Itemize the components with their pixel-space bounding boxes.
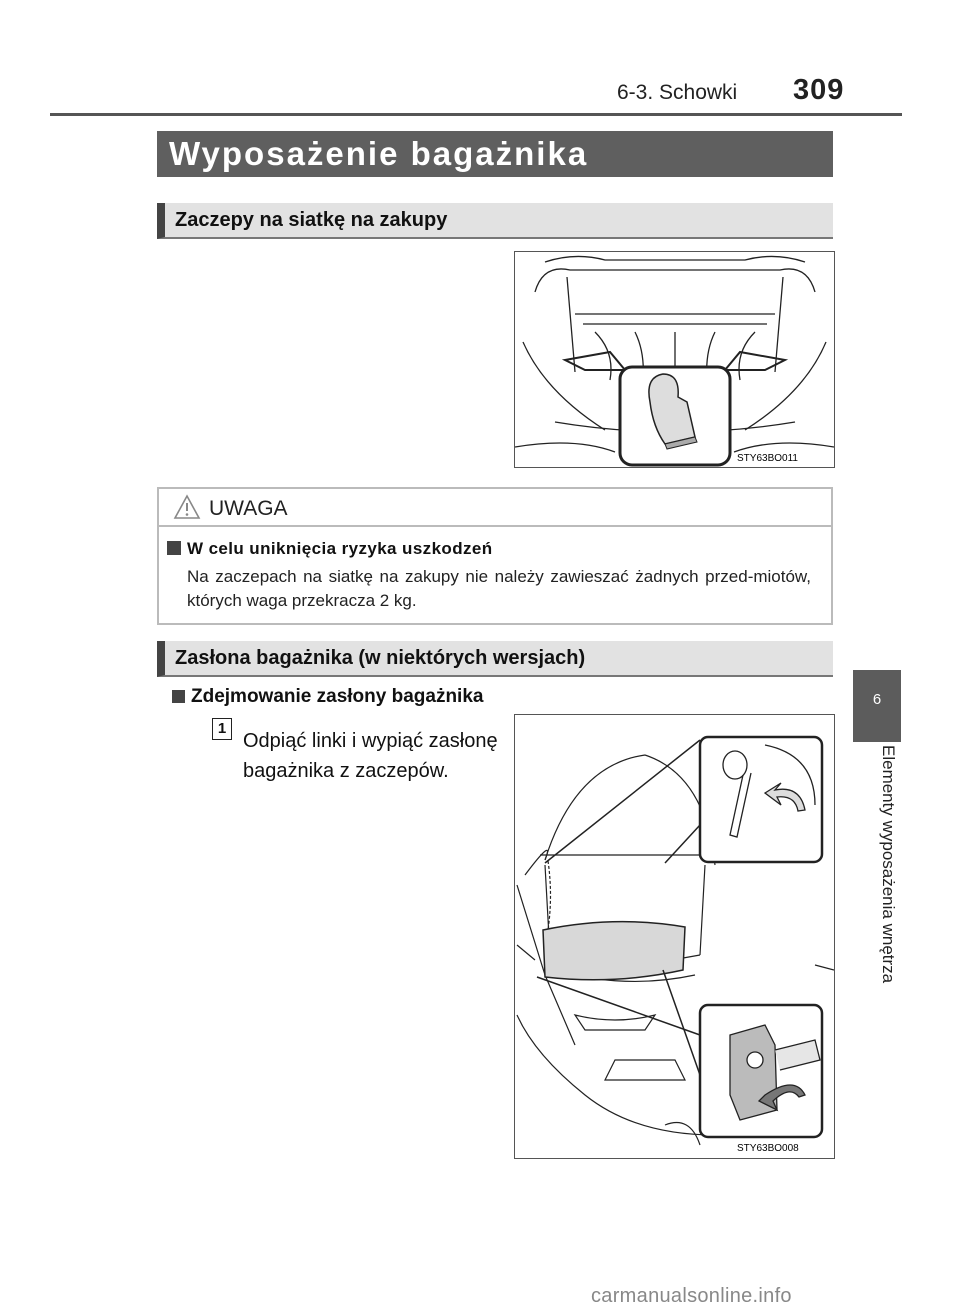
section-heading-hooks: Zaczepy na siatkę na zakupy (157, 203, 833, 239)
header-rule (50, 113, 902, 116)
warning-triangle-icon (173, 494, 201, 525)
square-bullet-icon (167, 541, 181, 555)
watermark: carmanualsonline.info (591, 1285, 792, 1307)
section-heading-cover: Zasłona bagażnika (w niektórych wersjach) (157, 641, 833, 677)
trunk-hooks-illustration (515, 252, 834, 467)
warning-text: Na zaczepach na siatkę na zakupy nie należy zawieszać żadnych przed-miotów, których waga przekracza 2 kg. (187, 567, 811, 610)
trunk-cover-illustration (515, 715, 834, 1158)
step-text: Odpiąć linki i wypiąć zasłonę bagażnika z zaczepów. (243, 730, 498, 782)
header-section: 6-3. Schowki (617, 81, 738, 104)
page-title: Wyposażenie bagażnika (157, 131, 833, 177)
chapter-tab: 6 (853, 670, 901, 742)
subsection-heading (172, 686, 483, 708)
figure-code-1: STY63BO011 (737, 453, 798, 464)
warning-box (157, 487, 833, 625)
square-bullet-icon (172, 690, 185, 703)
warning-header (159, 489, 831, 527)
warning-title: UWAGA (209, 497, 288, 520)
subsection-heading-text: Zdejmowanie zasłony bagażnika (191, 686, 484, 707)
figure-trunk-cover (514, 714, 835, 1159)
warning-subheading (167, 539, 493, 559)
chapter-label: Elementy wyposażenia wnętrza (879, 745, 898, 984)
page-number: 309 (793, 74, 845, 106)
figure-code-2: STY63BO008 (737, 1143, 799, 1154)
step-number: 1 (212, 718, 232, 740)
figure-trunk-hooks (514, 251, 835, 468)
warning-subheading-text: W celu uniknięcia ryzyka uszkodzeń (187, 539, 493, 558)
